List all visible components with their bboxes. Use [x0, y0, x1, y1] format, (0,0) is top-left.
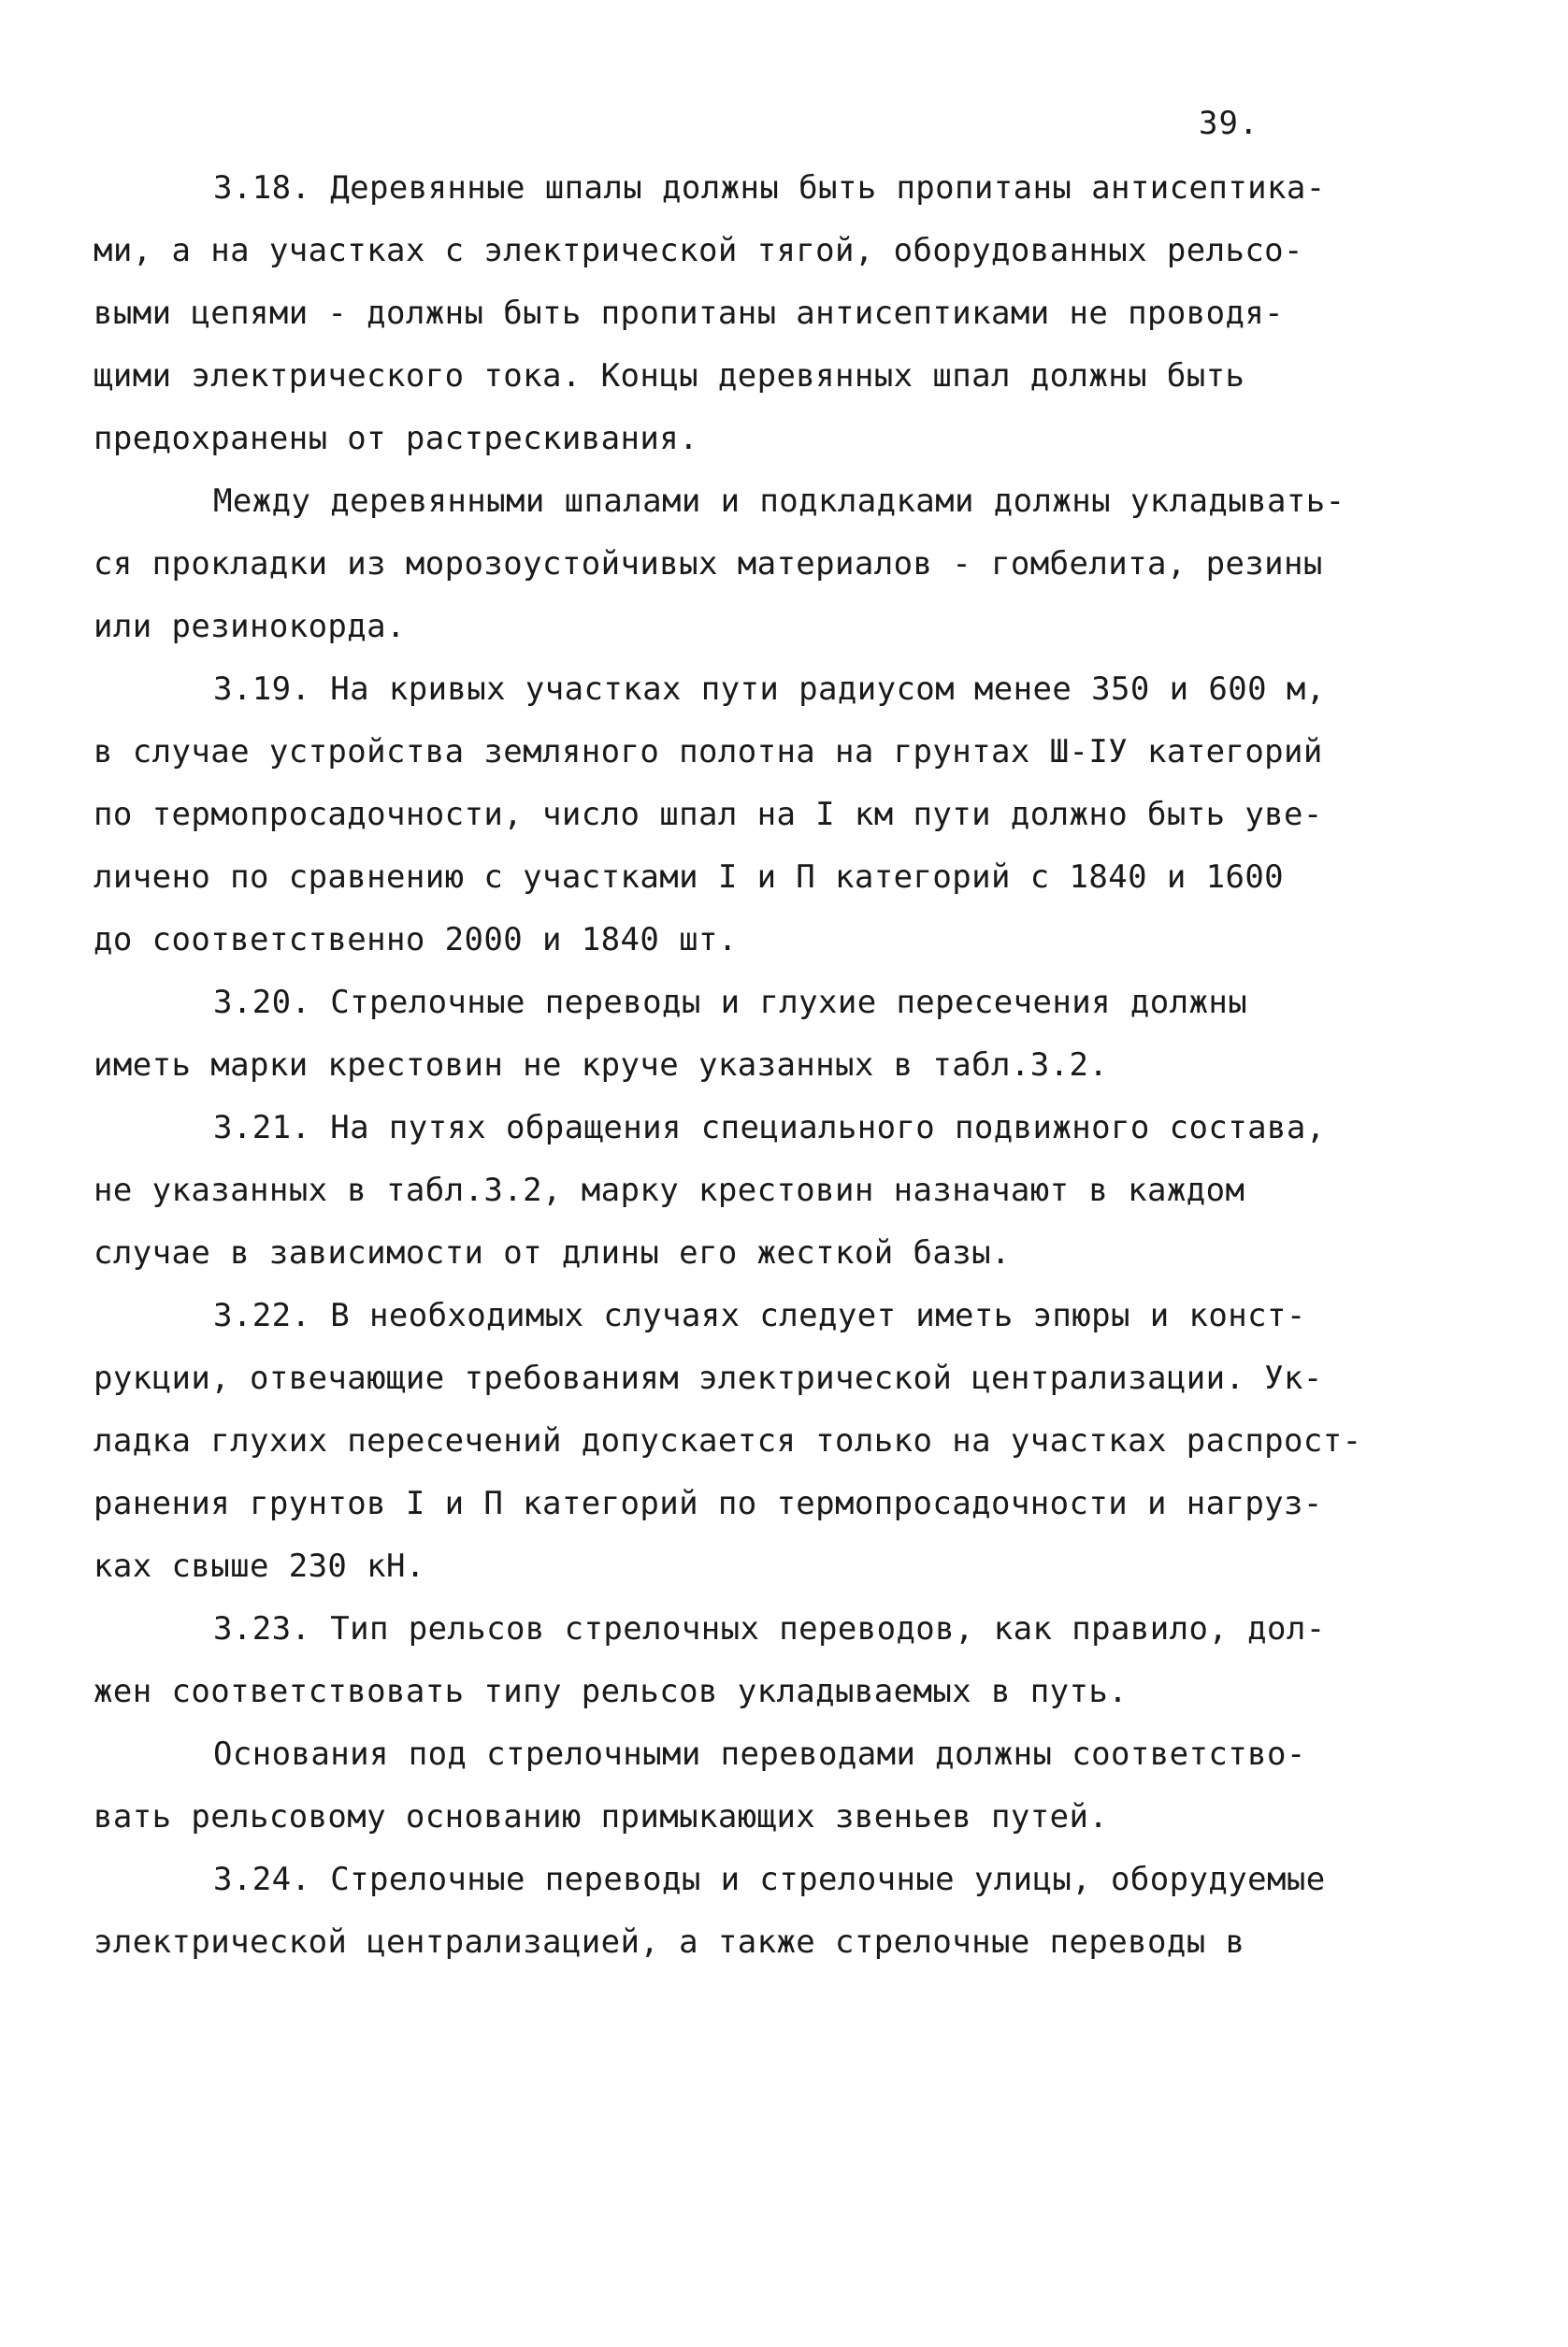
text-line: рукции, отвечающие требованиям электрической централизации. Ук- [94, 1360, 1323, 1397]
text-line: вать рельсовому основанию примыкающих звеньев путей. [94, 1798, 1109, 1836]
text-line: в случае устройства земляного полотна на грунтах Ш-IУ категорий [94, 733, 1323, 770]
text-line: электрической централизацией, а также стрелочные переводы в [94, 1923, 1245, 1961]
text-line: по термопросадочности, число шпал на I км пути должно быть уве- [94, 796, 1323, 833]
text-line: не указанных в табл.3.2, марку крестовин назначают в каждом [94, 1172, 1245, 1209]
text-line: случае в зависимости от длины его жесткой базы. [94, 1234, 1011, 1272]
text-line: предохранены от растрескивания. [94, 420, 698, 457]
text-line: ках свыше 230 кН. [94, 1548, 425, 1585]
text-line: ся прокладки из морозоустойчивых материалов - гомбелита, резины [94, 545, 1323, 583]
text-line: ладка глухих пересечений допускается только на участках распрост- [94, 1422, 1362, 1460]
text-line: 3.22. В необходимых случаях следует иметь эпюры и конст- [213, 1297, 1306, 1334]
text-line: ми, а на участках с электрической тягой, оборудованных рельсо- [94, 232, 1303, 269]
text-line: личено по сравнению с участками I и П категорий с 1840 и 1600 [94, 858, 1285, 896]
text-line: иметь марки крестовин не круче указанных в табл.3.2. [94, 1046, 1109, 1084]
text-line: щими электрического тока. Концы деревянных шпал должны быть [94, 357, 1245, 395]
text-line: жен соответствовать типу рельсов укладываемых в путь. [94, 1673, 1129, 1710]
text-line: Основания под стрелочными переводами должны соответство- [213, 1735, 1306, 1773]
text-line: 3.19. На кривых участках пути радиусом менее 350 и 600 м, [213, 670, 1326, 708]
text-line: ранения грунтов I и П категорий по термопросадочности и нагруз- [94, 1485, 1323, 1522]
text-line: 3.23. Тип рельсов стрелочных переводов, как правило, дол- [213, 1610, 1326, 1648]
text-line: до соответственно 2000 и 1840 шт. [94, 921, 738, 958]
text-line: 3.20. Стрелочные переводы и глухие пересечения должны [213, 984, 1248, 1021]
text-line: Между деревянными шпалами и подкладками должны укладывать- [213, 482, 1345, 520]
text-line: выми цепями - должны быть пропитаны антисептиками не проводя- [94, 295, 1285, 332]
text-line: или резинокорда. [94, 608, 406, 645]
text-line: 3.21. На путях обращения специального подвижного состава, [213, 1109, 1326, 1146]
text-line: 3.18. Деревянные шпалы должны быть пропитаны антисептика- [213, 169, 1326, 207]
page-number: 39. [1199, 105, 1259, 142]
document-body [94, 157, 1421, 1974]
text-line: 3.24. Стрелочные переводы и стрелочные улицы, оборудуемые [213, 1861, 1326, 1898]
